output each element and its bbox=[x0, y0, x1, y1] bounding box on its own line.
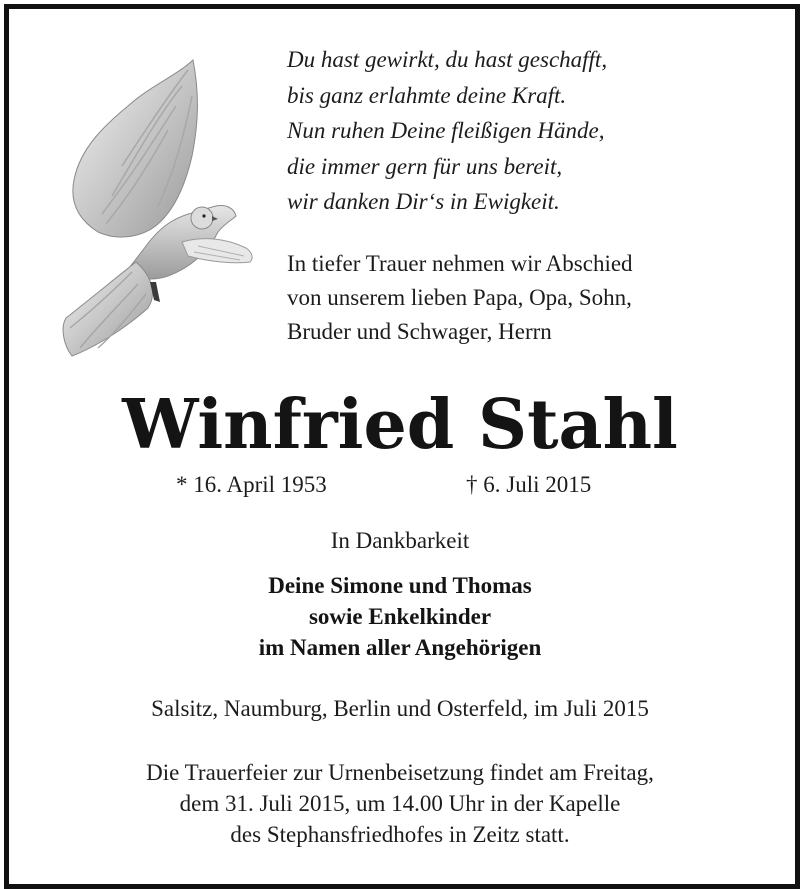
poem-line: die immer gern für uns bereit, bbox=[287, 153, 563, 179]
funeral-line: Die Trauerfeier zur Urnenbeisetzung findet am Freitag, bbox=[146, 760, 654, 785]
signer-line: Deine Simone und Thomas bbox=[268, 573, 532, 598]
place-and-date: Salsitz, Naumburg, Berlin und Osterfeld, im Juli 2015 bbox=[151, 696, 649, 721]
signer-line: sowie Enkelkinder bbox=[308, 604, 492, 629]
death-date: † 6. Juli 2015 bbox=[466, 472, 592, 497]
poem-line: wir danken Dir‘s in Ewigkeit. bbox=[287, 189, 560, 214]
funeral-line: des Stephansfriedhofes in Zeitz statt. bbox=[230, 822, 570, 847]
intro-line: Bruder und Schwager, Herrn bbox=[287, 319, 552, 344]
poem-line: bis ganz erlahmte deine Kraft. bbox=[287, 82, 567, 108]
gratitude-line: In Dankbarkeit bbox=[330, 528, 470, 553]
intro-line: von unserem lieben Papa, Opa, Sohn, bbox=[287, 285, 632, 310]
funeral-line: dem 31. Juli 2015, um 14.00 Uhr in der Kapelle bbox=[179, 791, 621, 816]
intro-line: In tiefer Trauer nehmen wir Abschied bbox=[287, 251, 633, 276]
birth-date: * 16. April 1953 bbox=[176, 472, 327, 497]
funeral-info bbox=[0, 757, 800, 850]
poem bbox=[287, 42, 607, 220]
poem-line: Nun ruhen Deine fleißigen Hände, bbox=[287, 118, 605, 143]
poem-line: Du hast gewirkt, du hast geschafft, bbox=[287, 47, 608, 72]
dove-icon bbox=[58, 56, 258, 360]
deceased-name: Winfried Stahl bbox=[122, 385, 678, 465]
signer-line: im Namen aller Angehörigen bbox=[258, 635, 542, 660]
farewell-intro bbox=[287, 247, 633, 349]
mourners-signature bbox=[0, 570, 800, 663]
